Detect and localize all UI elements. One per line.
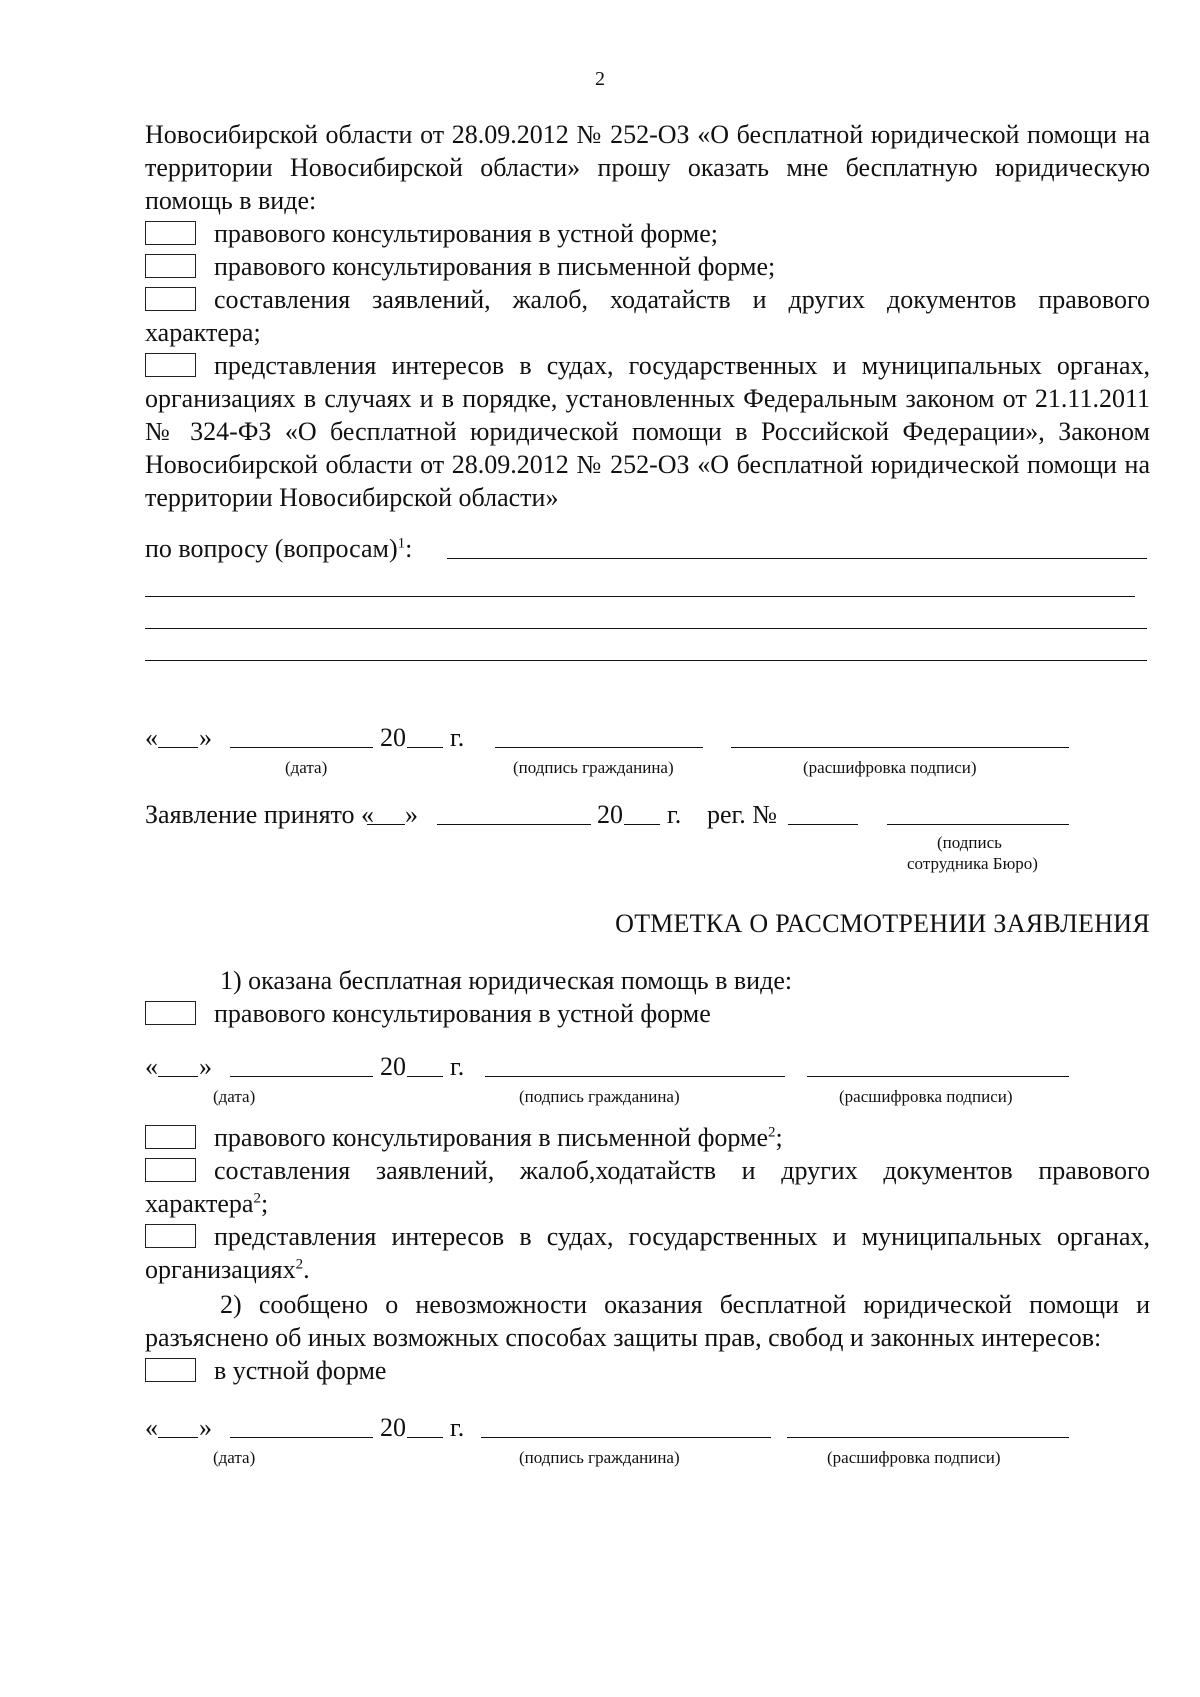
option-label: составления заявлений, жалоб, ходатайств и других документов правового характера; <box>145 285 1150 347</box>
year-suffix: г. <box>450 1052 465 1081</box>
year-suffix: г. <box>450 723 465 752</box>
question-input-line-3[interactable] <box>145 597 1147 629</box>
day-input[interactable] <box>158 1415 198 1438</box>
accepted-day-input[interactable] <box>367 802 405 825</box>
accepted-day-close-quote: » <box>405 800 418 829</box>
citizen-signature-line[interactable] <box>481 1415 771 1438</box>
application-body <box>145 118 1150 1467</box>
year-input[interactable] <box>407 725 443 748</box>
caption-date: (дата) <box>213 1448 256 1467</box>
accepted-month-input[interactable] <box>437 802 591 825</box>
caption-date: (дата) <box>213 1087 256 1106</box>
accepted-year-input[interactable] <box>624 802 660 825</box>
accepted-label: Заявление принято « <box>145 800 375 829</box>
item-1-text: 1) оказана бесплатная юридическая помощь в виде: <box>220 966 793 995</box>
day-open-quote: « <box>145 723 158 752</box>
registration-number-input[interactable] <box>788 802 858 825</box>
date-signature-row-3 <box>145 1411 1150 1467</box>
date-signature-row-1 <box>145 721 1150 777</box>
month-input[interactable] <box>230 725 373 748</box>
month-input[interactable] <box>230 1415 373 1438</box>
signature-decoding-line[interactable] <box>807 1054 1069 1077</box>
footnote-marker: 1 <box>397 535 406 552</box>
caption-signature-decoding: (расшифровка подписи) <box>827 1448 1001 1467</box>
option-label: правового консультирования в письменной форме <box>214 1123 769 1152</box>
day-close-quote: » <box>199 1052 212 1081</box>
caption-citizen-signature: (подпись гражданина) <box>519 1087 680 1106</box>
review-option-documents: составления заявлений, жалоб,ходатайств и других документов правового характера$^2$; <box>145 1156 1150 1218</box>
question-input-line-4[interactable] <box>145 629 1147 661</box>
intro-paragraph: Новосибирской области от 28.09.2012 № 252-ОЗ «О бесплатной юридической помощи на территории Новосибирской области» прошу оказать мне бесплатную юридическую помощь в виде: <box>145 120 1150 215</box>
option-representation <box>145 349 1150 514</box>
option-label: в устной форме <box>214 1356 387 1385</box>
checkbox-review-documents[interactable] <box>145 1158 196 1182</box>
caption-staff-signature-2: сотрудника Бюро) <box>907 854 1038 873</box>
year-prefix: 20 <box>380 723 406 752</box>
question-label: по вопросу (вопросам)$^1$: <box>145 534 413 563</box>
date-signature-row-2 <box>145 1050 1150 1106</box>
month-input[interactable] <box>230 1054 373 1077</box>
citizen-signature-line[interactable] <box>485 1054 785 1077</box>
question-row <box>145 532 1150 565</box>
review-option-written: правового консультирования в письменной форме$^2$; <box>145 1121 1150 1154</box>
checkbox-written-consultation[interactable] <box>145 254 196 278</box>
caption-staff-signature-1: (подпись <box>937 833 1002 852</box>
checkbox-representation[interactable] <box>145 353 196 377</box>
question-input-line-2[interactable] <box>145 565 1135 597</box>
option-label: правового консультирования в письменной форме; <box>214 252 776 281</box>
day-open-quote: « <box>145 1413 158 1442</box>
year-suffix: г. <box>450 1413 465 1442</box>
page-number: 2 <box>595 68 605 90</box>
footnote-marker: 2 <box>768 1124 776 1141</box>
caption-signature-decoding: (расшифровка подписи) <box>803 758 977 777</box>
footnote-marker: 2 <box>295 1256 304 1273</box>
day-close-quote: » <box>199 723 212 752</box>
year-prefix: 20 <box>380 1052 406 1081</box>
review-heading: ОТМЕТКА О РАССМОТРЕНИИ ЗАЯВЛЕНИЯ <box>615 909 1150 938</box>
review-option-oral <box>145 997 1150 1030</box>
accepted-year-suffix: г. <box>667 800 682 829</box>
year-input[interactable] <box>407 1415 443 1438</box>
citizen-signature-line[interactable] <box>495 725 703 748</box>
caption-citizen-signature: (подпись гражданина) <box>513 758 674 777</box>
question-input-line-1[interactable] <box>447 536 1147 559</box>
item-2-text: 2) сообщено о невозможности оказания бесплатной юридической помощи и разъяснено об иных возможных способах защиты прав, свобод и законных интересов: <box>145 1290 1150 1352</box>
option-label: правового консультирования в устной форме <box>214 999 711 1028</box>
footnote-marker: 2 <box>253 1190 261 1207</box>
option-label: правового консультирования в устной форме; <box>214 219 719 248</box>
day-input[interactable] <box>158 725 198 748</box>
day-close-quote: » <box>199 1413 212 1442</box>
caption-date: (дата) <box>285 758 328 777</box>
checkbox-review-oral-explanation[interactable] <box>145 1358 196 1382</box>
signature-decoding-line[interactable] <box>787 1415 1069 1438</box>
registration-label: рег. № <box>707 800 778 829</box>
year-input[interactable] <box>407 1054 443 1077</box>
accepted-year-prefix: 20 <box>597 800 623 829</box>
option-label: представления интересов в судах, государственных и муниципальных органах, организациях <box>145 1222 1150 1284</box>
option-label: составления заявлений, жалоб,ходатайств и других документов правового характера <box>145 1156 1150 1218</box>
option-label: представления интересов в судах, государственных и муниципальных органах, организациях в случаях и в порядке, установленных Федеральным законом от 21.11.2011 № 324-ФЗ «О бесплатной юридической помощи в Российской Федерации», Законом Новосибирской области от 28.09.2012 № 252-ОЗ «О бесплатной юридической помощи на территории Новосибирской области» <box>145 351 1150 512</box>
caption-signature-decoding: (расшифровка подписи) <box>839 1087 1013 1106</box>
checkbox-oral-consultation[interactable] <box>145 221 196 245</box>
year-prefix: 20 <box>380 1413 406 1442</box>
signature-decoding-line[interactable] <box>731 725 1069 748</box>
checkbox-review-oral[interactable] <box>145 1001 196 1025</box>
option-document-drafting <box>145 283 1150 349</box>
application-accepted-row <box>145 798 1150 873</box>
staff-signature-line[interactable] <box>887 802 1069 825</box>
option-oral-consultation <box>145 217 1150 250</box>
review-option-representation: представления интересов в судах, государственных и муниципальных органах, организациях$^2$. <box>145 1222 1150 1284</box>
day-open-quote: « <box>145 1052 158 1081</box>
checkbox-document-drafting[interactable] <box>145 287 196 311</box>
day-input[interactable] <box>158 1054 198 1077</box>
checkbox-review-written[interactable] <box>145 1125 196 1149</box>
checkbox-review-representation[interactable] <box>145 1224 196 1248</box>
option-written-consultation <box>145 250 1150 283</box>
caption-citizen-signature: (подпись гражданина) <box>519 1448 680 1467</box>
review-option-oral-explanation <box>145 1354 1150 1387</box>
